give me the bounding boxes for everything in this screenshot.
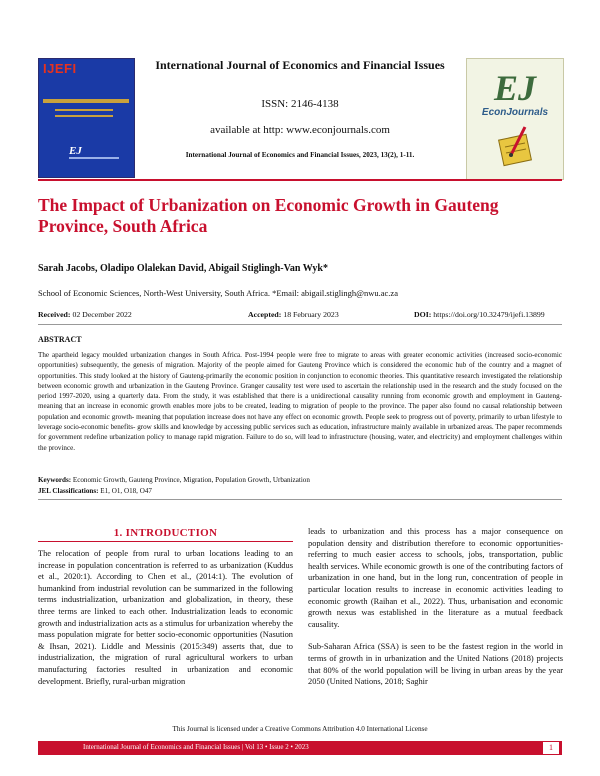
footer-journal-info: International Journal of Economics and Financial Issues | Vol 13 • Issue 2 • 2023 xyxy=(83,743,309,751)
divider xyxy=(38,499,562,500)
journal-cover-image xyxy=(38,58,135,178)
journal-url[interactable]: available at http: www.econjournals.com xyxy=(210,124,390,136)
cover-title: IJEFI xyxy=(43,61,77,76)
license-note[interactable]: This Journal is licensed under a Creative Commons Attribution 4.0 International License xyxy=(172,725,428,733)
affiliation: School of Economic Sciences, North-West University, South Africa. *Email: abigail.stiglingh@nwu.ac.za xyxy=(38,288,398,298)
header-divider xyxy=(38,179,562,181)
jel-classifications: JEL Classifications: E1, O1, O18, O47 xyxy=(38,487,152,495)
divider xyxy=(38,324,562,325)
citation: International Journal of Economics and Financial Issues, 2023, 13(2), 1-11. xyxy=(185,151,415,159)
received-date: Received: 02 December 2022 xyxy=(38,310,132,319)
paragraph: The relocation of people from rural to urban locations leading to an increase in population concentration is referred to as urbanization (Kuddus et al., 2020:1). According to Chen et al., (2014:1). The evolution of humankind from industrial revolution can be summarized in the following terms industrialization, urbanization and globalization, in theory, these three terms are linked to each other. Industrialization leads to economic growth and industrialization acts as a stimulus for urbanization whereby the mass population migrate for better socio-economic opportunities (Nasution & Ihsan, 2021). Liddle and Messinis (2015:349) asserts that, due to industrialization, the migration of rural agricultural workers to urban manufacturing factories resulted in urbanization and economic development. Briefly, rural-urban migration xyxy=(38,549,293,686)
page-number: 1 xyxy=(543,742,559,754)
paragraph: leads to urbanization and this process has a major consequence on population density and distribution therefore to economic opportunities- referring to much easier access to schools, jobs, transportation, public health services. While economic growth is one of the contributing factors of urbanization in one hand, but in the long run, concentration of people in particular location results to increase in economic activities leading to economic growth (Raihan et al., 2022). Thus, urbanisation and economic growth nexus was established in the literature as a mutual feedback causality. xyxy=(308,527,563,629)
article-title: The Impact of Urbanization on Economic Growth in Gauteng Province, South Africa xyxy=(38,195,499,236)
cover-ej: EJ xyxy=(69,145,82,157)
doi[interactable]: DOI: https://doi.org/10.32479/ijefi.13899 xyxy=(414,310,545,319)
keywords: Keywords: Economic Growth, Gauteng Province, Migration, Population Growth, Urbanization xyxy=(38,476,310,484)
body-column-right xyxy=(308,526,563,699)
paragraph: Sub-Saharan Africa (SSA) is seen to be the fastest region in the world in terms of growth in in urbanization and the United Nations (2018) projects that 80% of the world population will be living in urban areas by the year 2050 (United Nations, 2018; Saghir xyxy=(308,642,563,687)
authors: Sarah Jacobs, Oladipo Olalekan David, Abigail Stiglingh-Van Wyk* xyxy=(38,263,328,274)
footer-bar xyxy=(38,741,562,755)
journal-title: International Journal of Economics and Financial Issues xyxy=(155,58,445,72)
body-column-left xyxy=(38,548,293,698)
abstract-heading: ABSTRACT xyxy=(38,335,82,344)
abstract-text: The apartheid legacy moulded urbanization changes in South Africa. Post-1994 people were free to migrate to areas with greater economic activities (increased socio-economic opportunities) subsequently, the genesis of migration. Majority of the people aimed for Gauteng Province which is considered the economic hub of the country and a magnet of opportunities. This study looked at the history of Gauteng-primarily the economic position in conjunction to economic theories. This quantitative research investigated the relationship between economic growth and urbanization in the Gauteng Province. Granger causality test were used to ascertain the relationship used in the research and the study focused on the period 1997-2020, using a quarterly data. From the study, it was established that there is a unidirectional causality running from economic growth and employment in Gauteng- meaning that an increase in economic growth enables more jobs to be created, leading to migration of people to the province. The paper also found no causal relationship between population and economic growth- meaning that population increase does not have any effect on economic growth. People seek to progress out of poverty, primarily to urban lifestyle to leverage socio-economic benefits- grow skills and knowledge by accessing public services such as education, infrastructure mainly available in urbanized areas. The paper recommends for government redefine urbanization policy to manage rapid migration. Failure to do so, will lead to infrastructure (housing, water, and electricity) and employment challenges within the province. xyxy=(38,351,562,452)
pen-paper-icon xyxy=(495,123,539,169)
section-heading-introduction: 1. INTRODUCTION xyxy=(113,527,218,539)
doi-link[interactable]: https://doi.org/10.32479/ijefi.13899 xyxy=(433,310,545,319)
accepted-date: Accepted: 18 February 2023 xyxy=(248,310,339,319)
issn: ISSN: 2146-4138 xyxy=(261,98,339,110)
logo-name: EconJournals xyxy=(481,107,549,118)
logo-mark: EJ xyxy=(493,68,536,108)
section-heading-rule xyxy=(38,541,293,542)
econjournals-logo xyxy=(466,58,564,180)
